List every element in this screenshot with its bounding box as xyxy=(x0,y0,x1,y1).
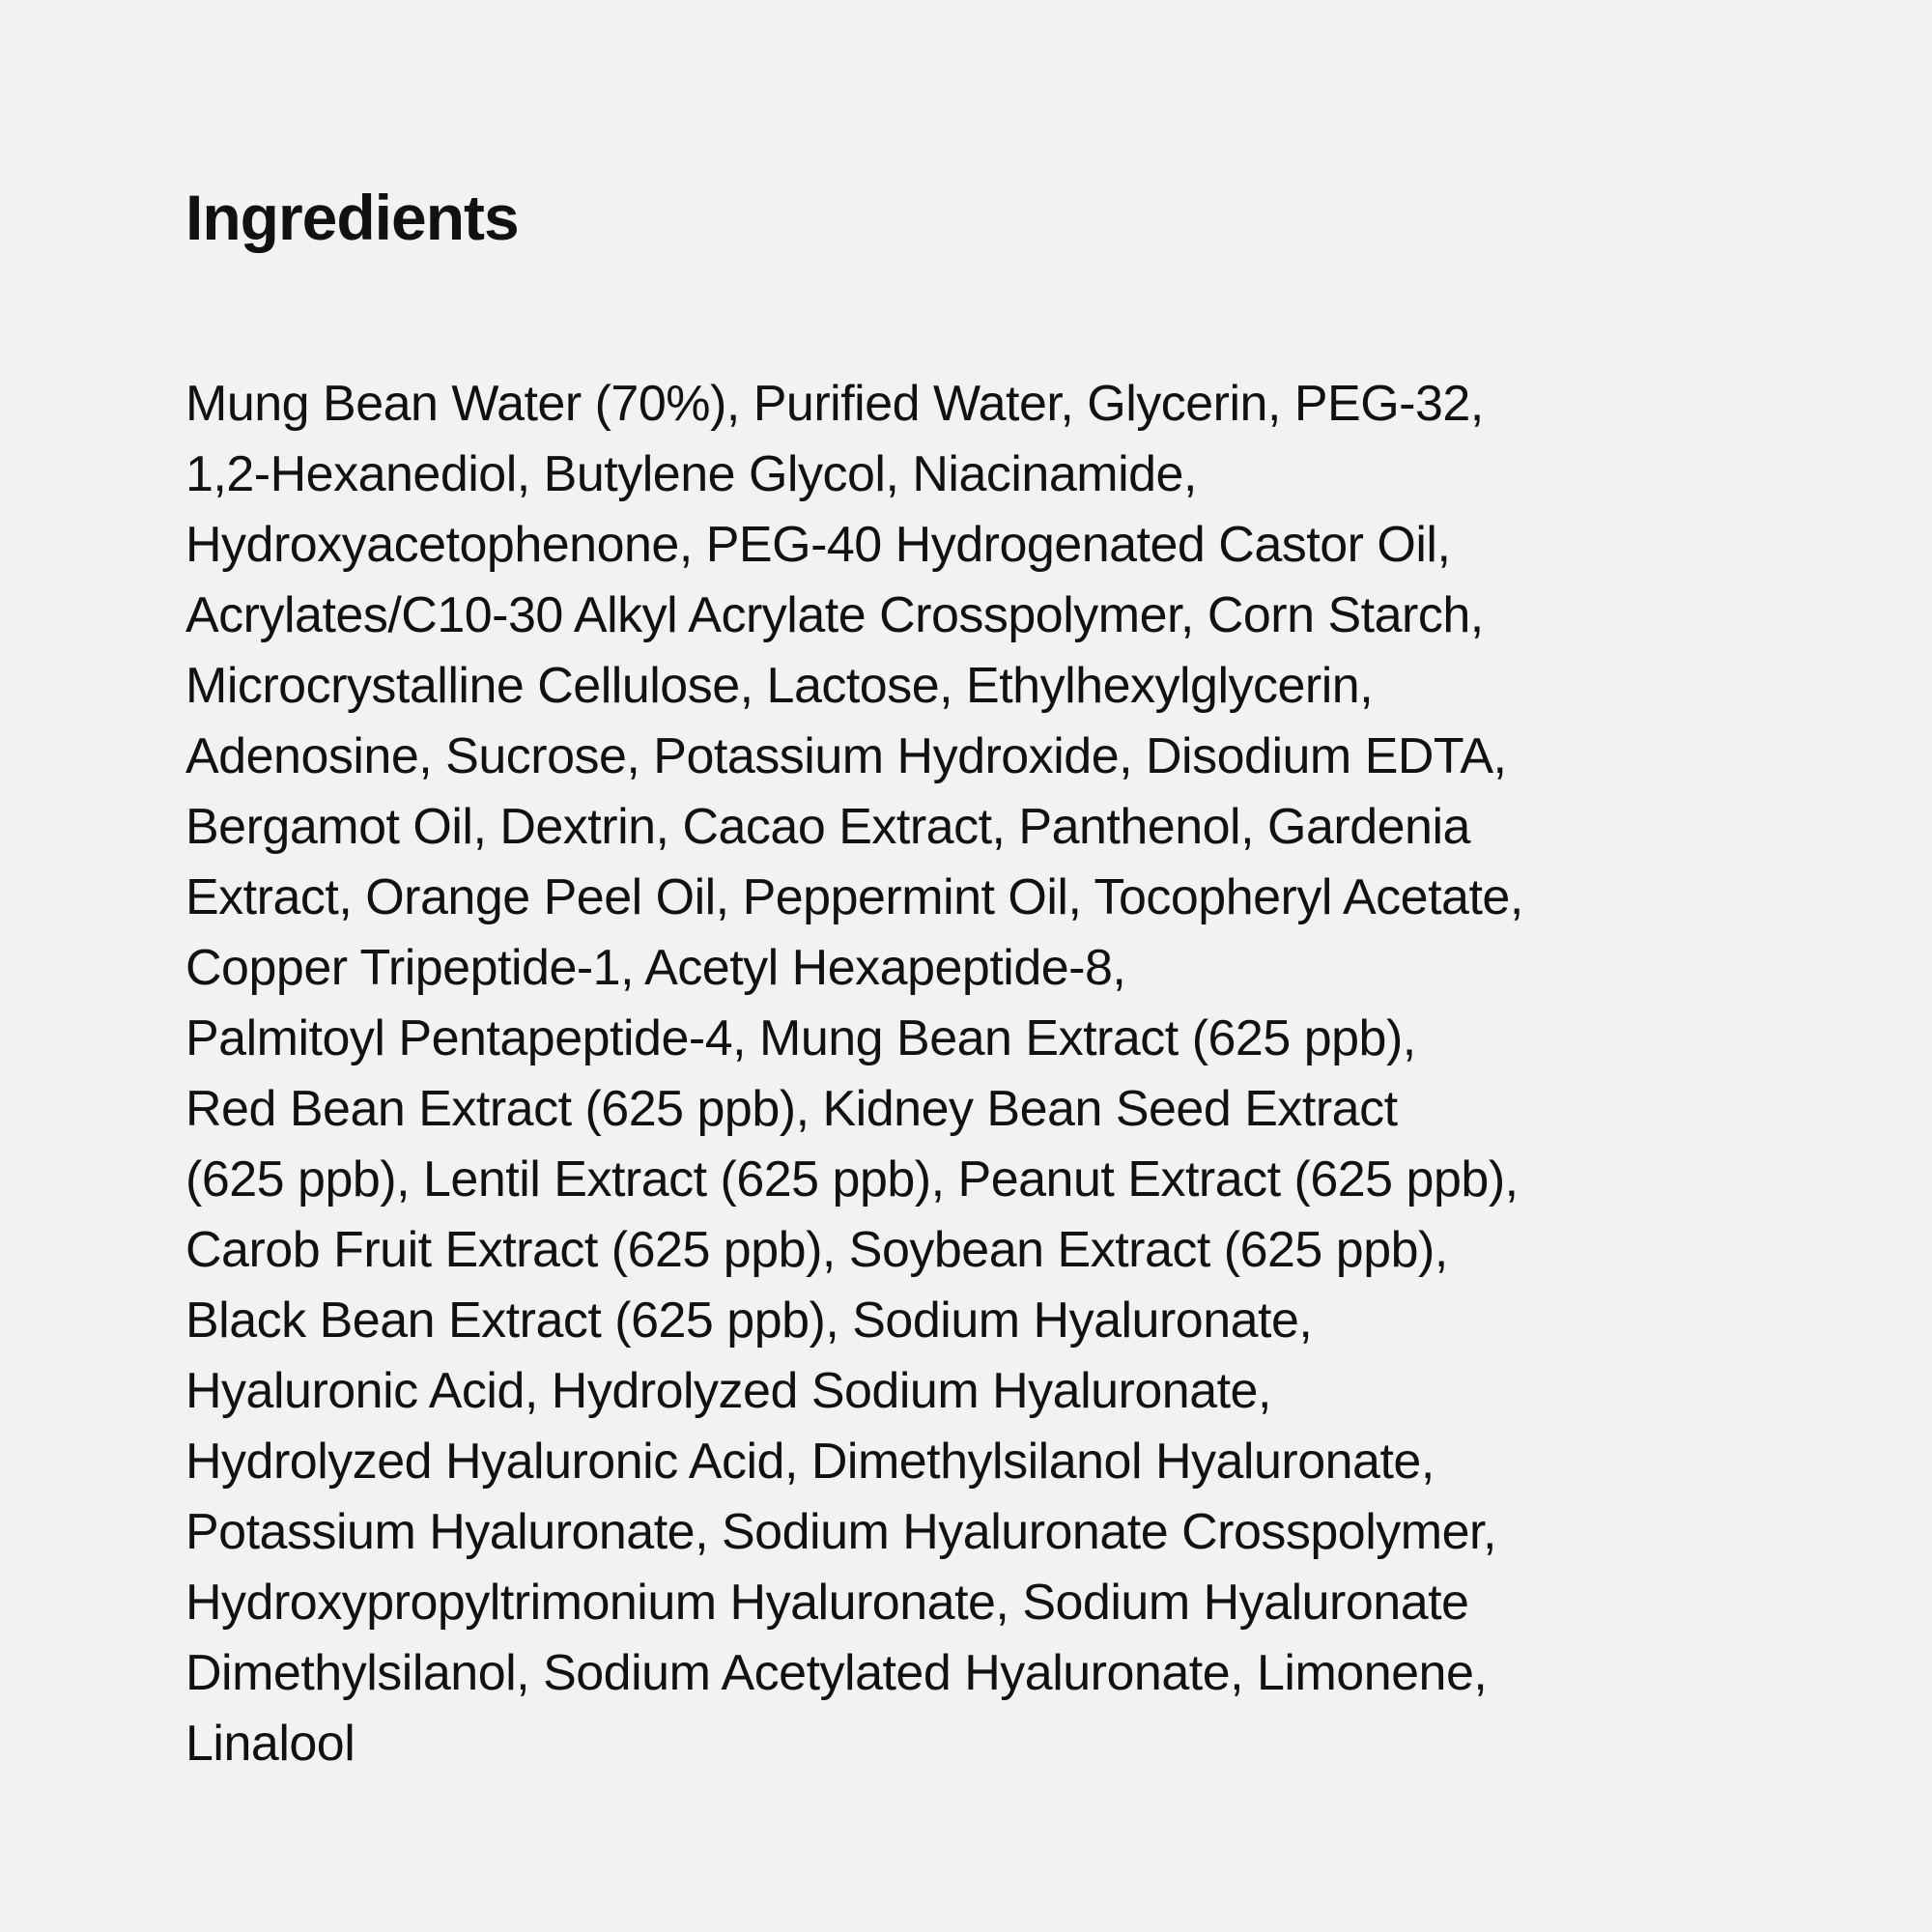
ingredient-line: Hydroxyacetophenone, PEG-40 Hydrogenated Castor Oil, xyxy=(185,517,1451,573)
ingredient-line: Black Bean Extract (625 ppb), Sodium Hyaluronate, xyxy=(185,1293,1313,1349)
ingredient-line: Hyaluronic Acid, Hydrolyzed Sodium Hyaluronate, xyxy=(185,1363,1271,1419)
ingredient-line: Hydroxypropyltrimonium Hyaluronate, Sodium Hyaluronate xyxy=(185,1575,1469,1631)
ingredient-line: Acrylates/C10-30 Alkyl Acrylate Crosspolymer, Corn Starch, xyxy=(185,587,1484,643)
ingredient-line: (625 ppb), Lentil Extract (625 ppb), Peanut Extract (625 ppb), xyxy=(185,1151,1519,1208)
ingredient-line: Hydrolyzed Hyaluronic Acid, Dimethylsilanol Hyaluronate, xyxy=(185,1434,1435,1490)
ingredient-line: Potassium Hyaluronate, Sodium Hyaluronate Crosspolymer, xyxy=(185,1504,1496,1560)
ingredient-line: Mung Bean Water (70%), Purified Water, Glycerin, PEG-32, xyxy=(185,376,1484,432)
ingredient-line: 1,2-Hexanediol, Butylene Glycol, Niacinamide, xyxy=(185,446,1197,502)
ingredient-line: Extract, Orange Peel Oil, Peppermint Oil, Tocopheryl Acetate, xyxy=(185,869,1523,925)
ingredient-list xyxy=(185,369,1808,1779)
ingredient-line: Linalool xyxy=(185,1716,355,1772)
ingredient-line: Adenosine, Sucrose, Potassium Hydroxide, Disodium EDTA, xyxy=(185,728,1507,784)
ingredient-line: Dimethylsilanol, Sodium Acetylated Hyaluronate, Limonene, xyxy=(185,1645,1488,1701)
page-title: Ingredients xyxy=(185,182,519,253)
ingredient-line: Palmitoyl Pentapeptide-4, Mung Bean Extract (625 ppb), xyxy=(185,1010,1416,1066)
ingredient-line: Carob Fruit Extract (625 ppb), Soybean Extract (625 ppb), xyxy=(185,1222,1448,1278)
ingredient-line: Microcrystalline Cellulose, Lactose, Ethylhexylglycerin, xyxy=(185,658,1374,714)
ingredient-line: Red Bean Extract (625 ppb), Kidney Bean Seed Extract xyxy=(185,1081,1398,1137)
ingredient-line: Copper Tripeptide-1, Acetyl Hexapeptide-8, xyxy=(185,940,1126,996)
ingredient-line: Bergamot Oil, Dextrin, Cacao Extract, Panthenol, Gardenia xyxy=(185,799,1470,855)
